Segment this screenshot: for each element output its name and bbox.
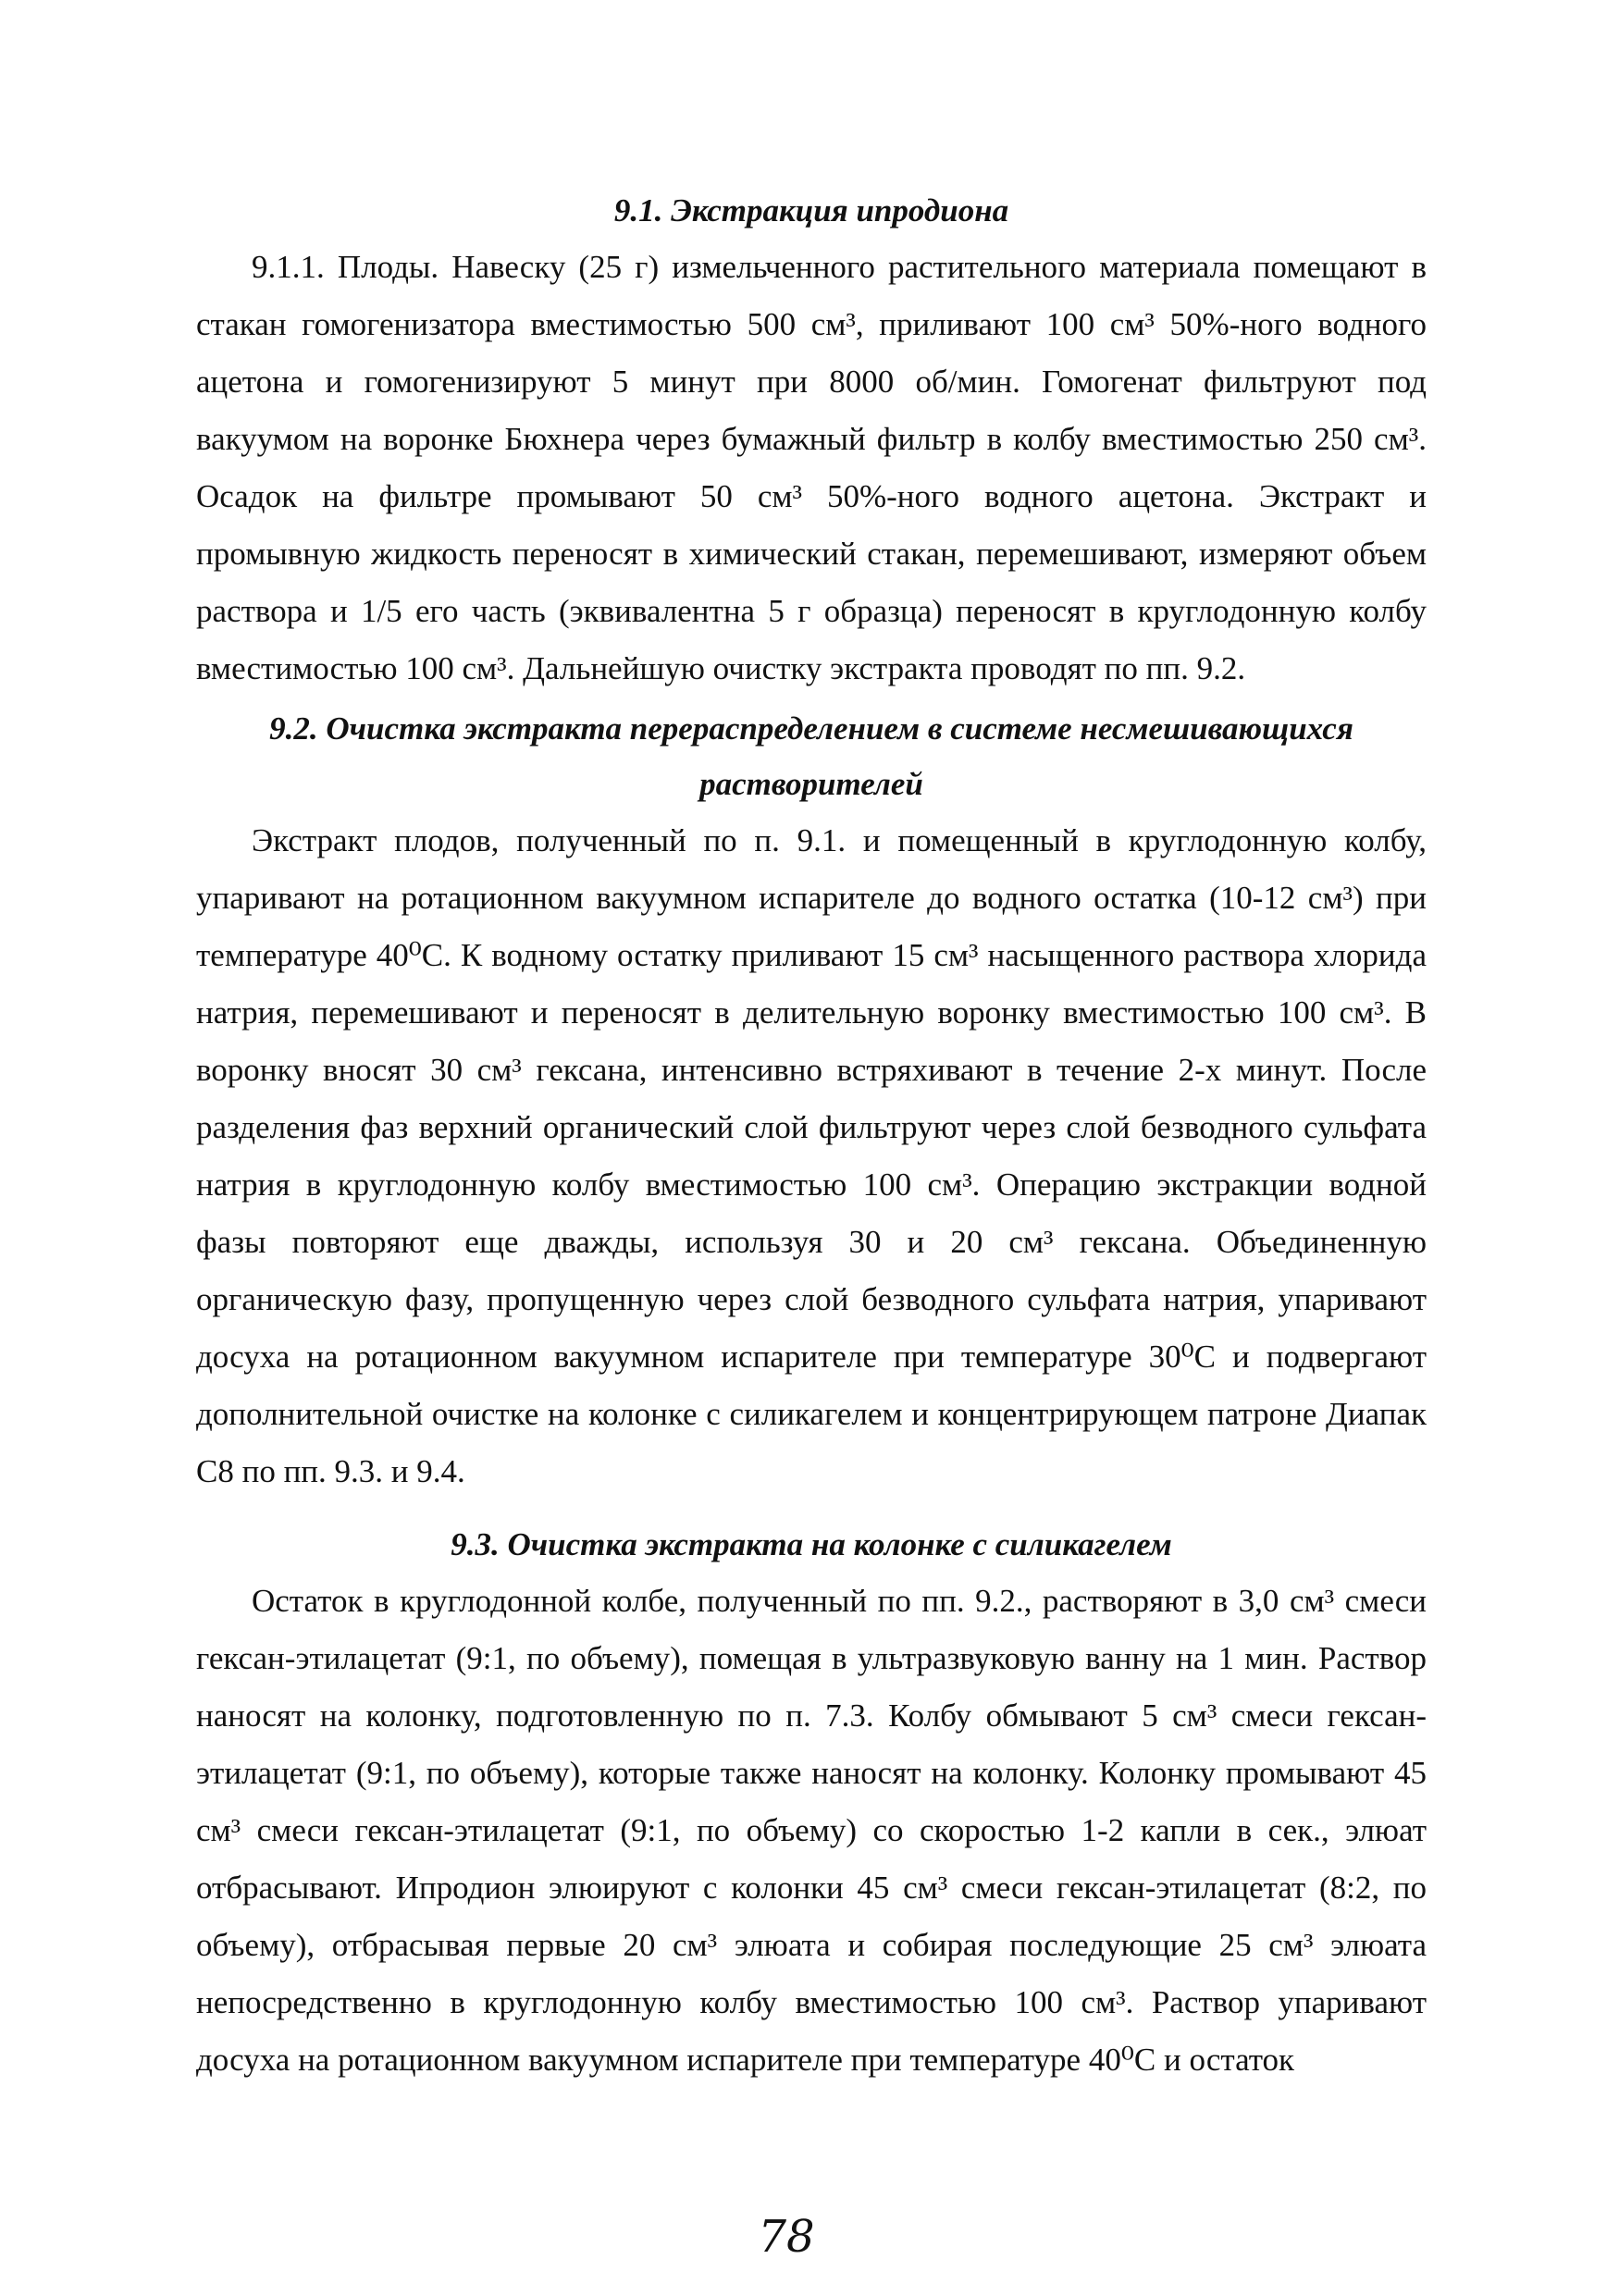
section-heading-continuation: растворителей — [699, 766, 923, 802]
paragraph: 9.1.1. Плоды. Навеску (25 г) измельченного растительного материала помещают в стакан гомогенизатора вместимостью 500 см³, приливают 100 см³ 50%-ного водного ацетона и гомогенизируют 5 минут при 8000 об/мин. Гомогенат фильтруют под вакуумом на воронке Бюхнера через бумажный фильтр в колбу вместимостью 250 см³. Осадок на фильтре промывают 50 см³ 50%-ного водного ацетона. Экстракт и промывную жидкость переносят в химический стакан, перемешивают, измеряют объем раствора и 1/5 его часть (эквивалентна 5 г образца) переносят в круглодонную колбу вместимостью 100 см³. Дальнейшую очистку экстракта проводят по пп. 9.2. — [196, 249, 1427, 686]
section-heading: 9.2. Очистка экстракта перераспределением в системе несмешивающихся — [269, 710, 1353, 747]
page-number: 78 — [758, 2211, 815, 2263]
section-9-2 — [196, 701, 1427, 1500]
section-heading: 9.1. Экстракция ипродиона — [613, 192, 1009, 228]
paragraph: Остаток в круглодонной колбе, полученный по пп. 9.2., растворяют в 3,0 см³ смеси гексан-этилацетат (9:1, по объему), помещая в ультразвуковую ванну на 1 мин. Раствор наносят на колонку, подготовленную по п. 7.3. Колбу обмывают 5 см³ смеси гексан-этилацетат (9:1, по объему), которые также наносят на колонку. Колонку промывают 45 см³ смеси гексан-этилацетат (9:1, по объему) со скоростью 1-2 капли в сек., элюат отбрасывают. Ипродион элюируют с колонки 45 см³ смеси гексан-этилацетат (8:2, по объему), отбрасывая первые 20 см³ элюата и собирая последующие 25 см³ элюата непосредственно в круглодонную колбу вместимостью 100 см³. Раствор упаривают досуха на ротационном вакуумном испарителе при температуре 40⁰С и остаток — [196, 1583, 1427, 2078]
section-heading: 9.3. Очистка экстракта на колонке с силикагелем — [451, 1526, 1172, 1562]
section-9-3 — [196, 1517, 1427, 2089]
paragraph: Экстракт плодов, полученный по п. 9.1. и помещенный в круглодонную колбу, упаривают на ротационном вакуумном испарителе до водного остатка (10-12 см³) при температуре 40⁰С. К водному остатку приливают 15 см³ насыщенного раствора хлорида натрия, перемешивают и переносят в делительную воронку вместимостью 100 см³. В воронку вносят 30 см³ гексана, интенсивно встряхивают в течение 2-х минут. После разделения фаз верхний органический слой фильтруют через слой безводного сульфата натрия в круглодонную колбу вместимостью 100 см³. Операцию экстракции водной фазы повторяют еще дважды, используя 30 и 20 см³ гексана. Объединенную органическую фазу, пропущенную через слой безводного сульфата натрия, упаривают досуха на ротационном вакуумном испарителе при температуре 30⁰С и подвергают дополнительной очистке на колонке с силикагелем и концентрирующем патроне Диапак С8 по пп. 9.3. и 9.4. — [196, 822, 1427, 1489]
section-9-1 — [196, 183, 1427, 697]
